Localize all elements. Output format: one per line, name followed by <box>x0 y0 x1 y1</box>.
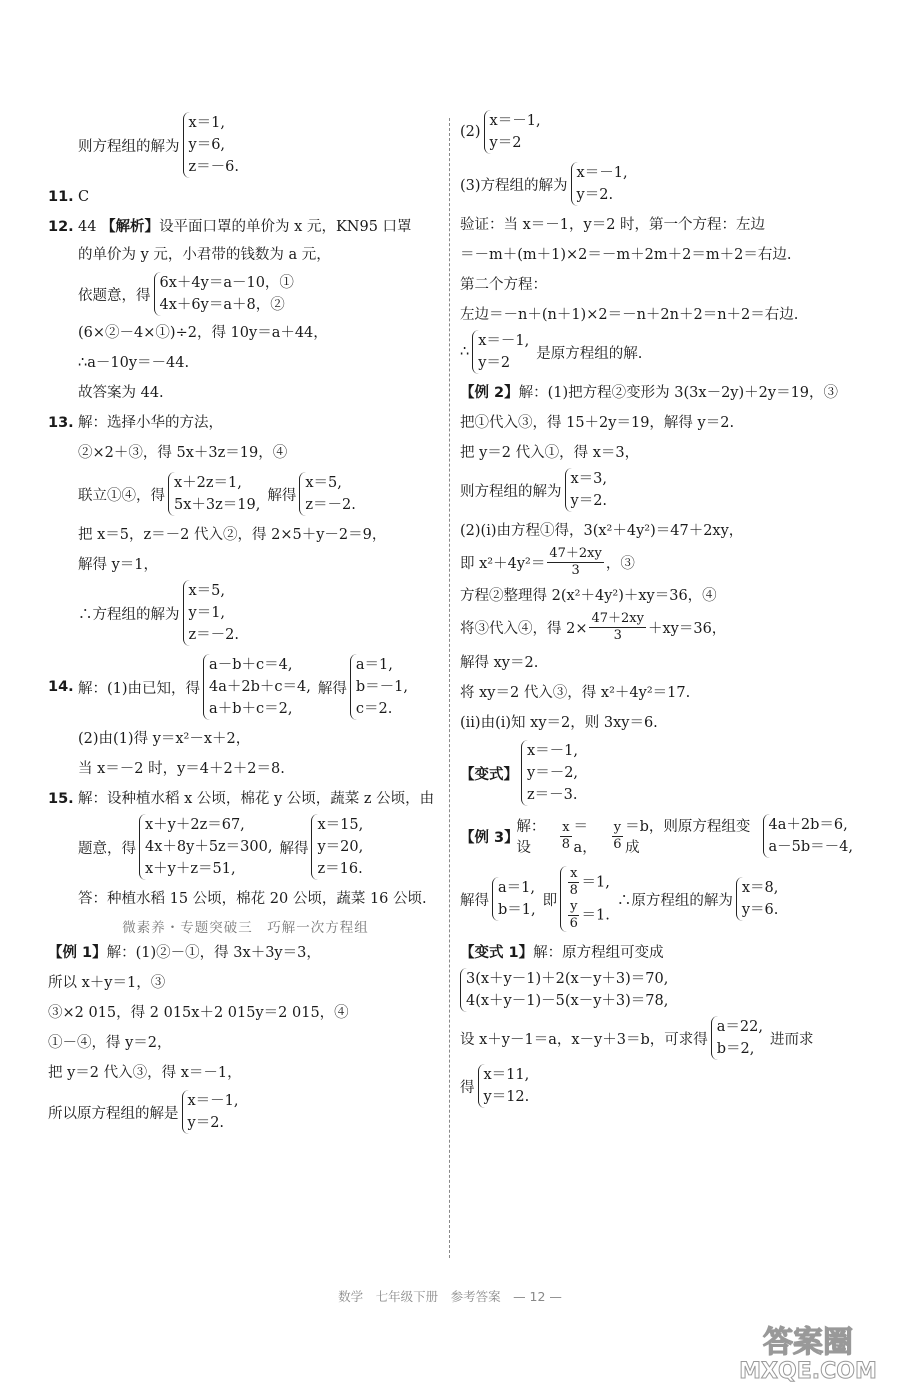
eq-line: x＝3, <box>570 471 608 487</box>
text-prefix: 解得 <box>460 892 489 909</box>
question-number: 13. <box>48 415 74 431</box>
text-prefix: 依题意，得 <box>78 287 151 304</box>
text-line: 解：原方程组可变成 <box>533 945 664 961</box>
numerator: x <box>570 866 578 881</box>
equation-system <box>460 968 672 1012</box>
text-prefix: ∴ <box>460 344 470 360</box>
eq-line: y＝2 <box>478 355 511 371</box>
text-mid: 即 <box>542 892 558 909</box>
eq-line <box>566 899 610 932</box>
text-line: ①－④，得 y＝2， <box>48 1035 172 1051</box>
text-line: (ⅱ)由(ⅰ)知 xy＝2，则 3xy＝6. <box>460 715 658 731</box>
question-15 <box>48 788 443 810</box>
text-line: 解：设种植水稻 x 公顷，棉花 y 公顷，蔬菜 z 公顷，由 <box>78 791 435 807</box>
text-suffix: ，③ <box>605 556 635 572</box>
ex2-fraction-line <box>460 546 860 579</box>
var2-system <box>460 968 860 1012</box>
text-prefix: ∴方程组的解为 <box>78 606 180 623</box>
column-divider <box>449 118 450 1258</box>
eq-line: y＝20, <box>317 839 364 855</box>
numerator: 47＋2xy <box>549 546 602 561</box>
eq-line: c＝2. <box>355 701 393 717</box>
var2-solution <box>460 1064 860 1108</box>
equation-system <box>168 472 264 516</box>
eq-line: y＝－2, <box>527 765 579 781</box>
question-13 <box>48 412 443 434</box>
denominator: 8 <box>561 836 571 852</box>
text-line: 解得 y＝1， <box>78 557 159 573</box>
text-line: ③×2 015，得 2 015x＋2 015y＝2 015，④ <box>48 1005 349 1021</box>
eq-line: 6x＋4y＝a－10，① <box>159 275 294 291</box>
eq-line: x＋y＋z＝51, <box>145 861 236 877</box>
text-prefix: 则方程组的解为 <box>460 483 562 500</box>
eq-line: z＝16. <box>317 861 363 877</box>
eq-line: a－5b＝－4, <box>768 839 853 855</box>
right-column <box>460 100 860 1108</box>
equation-system <box>484 110 545 154</box>
variant-tag: 【变式 1】 <box>460 945 534 961</box>
p10-solution <box>48 112 443 178</box>
left-column <box>48 100 443 1134</box>
text-prefix: 解：设 <box>516 819 546 856</box>
eq-line: z＝－2. <box>305 497 356 513</box>
text-line: (6×②－4×①)÷2，得 10y＝a＋44， <box>78 325 328 341</box>
eq-line: y＝1, <box>188 605 226 621</box>
q12-system <box>48 272 443 316</box>
example-tag: 【例 1】 <box>48 945 107 961</box>
denominator: 8 <box>569 883 578 898</box>
eq-line: a＝1, <box>498 880 535 896</box>
part-2-solution <box>460 110 860 154</box>
example-2 <box>460 382 860 404</box>
text-prefix: 联立①④，得 <box>78 487 165 504</box>
example-3 <box>460 814 860 858</box>
text-suffix: 进而求 <box>769 1031 814 1048</box>
eq-line: x＋2z＝1, <box>174 475 242 491</box>
eq-line: 4(x＋y－1)－5(x－y＋3)＝78, <box>466 993 669 1009</box>
text-suffix: 是原方程组的解. <box>536 345 643 362</box>
equation-system <box>492 877 540 921</box>
equation-system <box>565 468 612 512</box>
eq-line: y＝2. <box>187 1115 225 1131</box>
eq-line: y＝2. <box>576 187 614 203</box>
question-number: 12. <box>48 219 74 235</box>
text-line: 将 xy＝2 代入③，得 x²＋4y²＝17. <box>460 685 691 701</box>
text-line: 把 y＝2 代入①，得 x＝3， <box>460 445 640 461</box>
text-line: (2)由(1)得 y＝x²－x＋2， <box>78 731 251 747</box>
q15-system <box>48 814 443 880</box>
eq-line: x＝15, <box>317 817 364 833</box>
equation-system <box>478 1064 534 1108</box>
eq-line: y＝2. <box>570 493 608 509</box>
eq-line: y＝12. <box>483 1089 530 1105</box>
text-line: 解：(1)②－①，得 3x＋3y＝3， <box>106 945 321 961</box>
equation-system <box>571 162 632 206</box>
page-footer: 数学 七年级下册 参考答案 — 12 — <box>338 1289 562 1304</box>
text-line: ∴a－10y＝－44. <box>78 355 190 371</box>
eq-line: x＝－1, <box>576 165 628 181</box>
example-tag: 【例 2】 <box>460 385 519 401</box>
text-line: 解：(1)把方程②变形为 3(3x－2y)＋2y＝19，③ <box>518 385 839 401</box>
text-line: 设平面口罩的单价为 x 元，KN95 口罩 <box>159 219 412 235</box>
equation-system <box>182 1090 243 1134</box>
text-prefix: (2) <box>460 124 481 140</box>
question-number: 11. <box>48 189 74 205</box>
equation-system <box>139 814 276 880</box>
fraction <box>560 820 571 853</box>
text-line: 验证：当 x＝－1，y＝2 时，第一个方程：左边 <box>460 217 766 233</box>
eq-line: 4a＋2b＝6, <box>768 817 848 833</box>
denominator: 3 <box>613 628 622 643</box>
equation-system <box>154 272 298 316</box>
numerator: y <box>570 899 578 914</box>
variant-tag: 【变式】 <box>460 766 518 783</box>
text-prefix: 得 <box>460 1079 475 1096</box>
question-12 <box>48 216 443 238</box>
eq-line: 3(x＋y－1)＋2(x－y＋3)＝70, <box>466 971 669 987</box>
watermark-text: 答案圈 <box>763 1325 853 1360</box>
text-prefix: 题意，得 <box>78 840 136 857</box>
ex2-substitute-line <box>460 611 860 644</box>
text-line: 第二个方程： <box>460 277 547 293</box>
text-line: 的单价为 y 元，小君带的钱数为 a 元， <box>78 247 331 263</box>
text-line: 把 x＝5，z＝－2 代入②，得 2×5＋y－2＝9， <box>78 527 387 543</box>
analysis-tag: 【解析】 <box>101 219 160 235</box>
text-line: ②×2＋③，得 5x＋3z＝19，④ <box>78 445 288 461</box>
p10-intro: 则方程组的解为 <box>78 138 180 155</box>
verify-conclusion <box>460 330 860 374</box>
fraction <box>568 866 579 899</box>
ex1-solution <box>48 1090 443 1134</box>
text-prefix: 设 x＋y－1＝a，x－y＋3＝b，可求得 <box>460 1031 708 1048</box>
variant-2 <box>460 942 860 964</box>
ex3-solve-line <box>460 866 860 932</box>
eq-line: x＝－1, <box>478 333 530 349</box>
ex2-solution <box>460 468 860 512</box>
numerator: y <box>613 819 622 835</box>
equation-system <box>183 580 243 646</box>
text-line: (2)(ⅰ)由方程①得，3(x²＋4y²)＝47＋2xy， <box>460 523 744 539</box>
eq-line: 5x＋3z＝19, <box>174 497 261 513</box>
eq-line: x＝1, <box>188 115 226 131</box>
text-mid: 解得 <box>267 487 297 504</box>
eq-line: 4x＋6y＝a＋8，② <box>159 297 285 313</box>
eq-line: b＝－1, <box>355 679 409 695</box>
equation-system <box>350 654 412 720</box>
numerator: 47＋2xy <box>591 611 644 626</box>
text-line: 答：种植水稻 15 公顷，棉花 20 公顷，蔬菜 16 公顷. <box>78 891 427 907</box>
eq-line: x＝5, <box>305 475 342 491</box>
text-mid: ＝a， <box>573 819 597 856</box>
eq-line: x＝－1, <box>187 1093 239 1109</box>
text-line: 故答案为 44. <box>78 385 164 401</box>
text-line: 把 y＝2 代入③，得 x＝－1， <box>48 1065 242 1081</box>
q13-solution <box>48 580 443 646</box>
answer-text: 44 <box>78 219 97 235</box>
eq-line: 4x＋8y＋5z＝300, <box>145 839 273 855</box>
eq-line: b＝2, <box>716 1041 755 1057</box>
denominator: 6 <box>569 916 578 931</box>
fraction <box>568 899 579 932</box>
equation-system <box>736 877 783 921</box>
text-line: 左边＝－n＋(n＋1)×2＝－n＋2n＋2＝n＋2＝右边. <box>460 307 799 323</box>
fraction <box>589 611 646 644</box>
text-prefix: 所以原方程组的解是 <box>48 1105 179 1122</box>
equation-system <box>521 740 582 806</box>
text-line: 把①代入③，得 15＋2y＝19，解得 y＝2. <box>460 415 735 431</box>
eq-rhs: ＝1. <box>581 907 610 924</box>
equation-system <box>711 1016 767 1060</box>
eq-line: z＝－6. <box>188 159 239 175</box>
text-line: 所以 x＋y＝1，③ <box>48 975 166 991</box>
text-prefix: 将③代入④，得 2× <box>460 621 588 637</box>
eq-line: a＋b＋c＝2, <box>209 701 293 717</box>
q13-system <box>48 472 443 516</box>
answer-text: C <box>78 189 90 205</box>
eq-line: 4a＋2b＋c＝4, <box>209 679 311 695</box>
eq-line: x＋y＋2z＝67, <box>145 817 245 833</box>
eq-rhs: ＝1, <box>581 874 610 891</box>
text-line: 解得 xy＝2. <box>460 655 539 671</box>
equation-system <box>203 654 315 720</box>
text-line: 方程②整理得 2(x²＋4y²)＋xy＝36，④ <box>460 588 717 604</box>
text-mid: 解得 <box>317 680 347 697</box>
eq-line: z＝－3. <box>527 787 578 803</box>
section-title: 微素养・专题突破三 巧解一次方程组 <box>122 920 369 936</box>
question-number: 15. <box>48 791 74 807</box>
eq-line: x＝5, <box>188 583 226 599</box>
eq-line: y＝6, <box>188 137 226 153</box>
eq-line: a－b＋c＝4, <box>209 657 293 673</box>
fraction <box>612 820 623 853</box>
text-mid: 解得 <box>279 840 309 857</box>
denominator: 3 <box>571 563 580 578</box>
equation-system <box>763 814 858 858</box>
eq-line: x＝8, <box>741 880 779 896</box>
example-1 <box>48 942 443 964</box>
eq-line: y＝2 <box>489 135 522 151</box>
eq-line: x＝－1, <box>527 743 579 759</box>
eq-line <box>566 866 610 899</box>
text-line: 当 x＝－2 时，y＝4＋2＋2＝8. <box>78 761 285 777</box>
variant-1 <box>460 740 860 806</box>
question-11 <box>48 186 443 208</box>
text-suffix: ＋xy＝36， <box>647 621 727 637</box>
text-prefix: 即 x²＋4y²＝ <box>460 556 546 572</box>
eq-line: a＝22, <box>716 1019 763 1035</box>
eq-line: b＝1, <box>498 902 536 918</box>
text-prefix: 解：(1)由已知，得 <box>78 680 201 697</box>
text-line: 解：选择小华的方法， <box>78 415 223 431</box>
example-tag: 【例 3】 <box>460 829 519 846</box>
eq-line: x＝11, <box>483 1067 530 1083</box>
watermark-logo <box>728 1322 888 1382</box>
denominator: 6 <box>613 836 622 852</box>
eq-line: x＝－1, <box>489 113 541 129</box>
part-3-solution <box>460 162 860 206</box>
equation-system <box>472 330 533 374</box>
equation-system <box>299 472 359 516</box>
numerator: x <box>562 819 570 835</box>
var2-sub-line <box>460 1016 860 1060</box>
question-14 <box>48 654 443 720</box>
fraction <box>547 546 604 579</box>
equation-system <box>311 814 367 880</box>
equation-system <box>560 866 614 932</box>
watermark-url: MXQE.COM <box>739 1359 877 1382</box>
text-mid: ＝b，则原方程组变成 <box>625 819 751 856</box>
equation-system <box>183 112 243 178</box>
text-mid: ∴原方程组的解为 <box>616 892 733 909</box>
text-line: ＝－m＋(m＋1)×2＝－m＋2m＋2＝m＋2＝右边. <box>460 247 792 263</box>
eq-line: a＝1, <box>355 657 393 673</box>
eq-line: z＝－2. <box>188 627 239 643</box>
question-number: 14. <box>48 679 74 695</box>
eq-line: y＝6. <box>741 902 779 918</box>
text-prefix: (3)方程组的解为 <box>460 177 568 194</box>
